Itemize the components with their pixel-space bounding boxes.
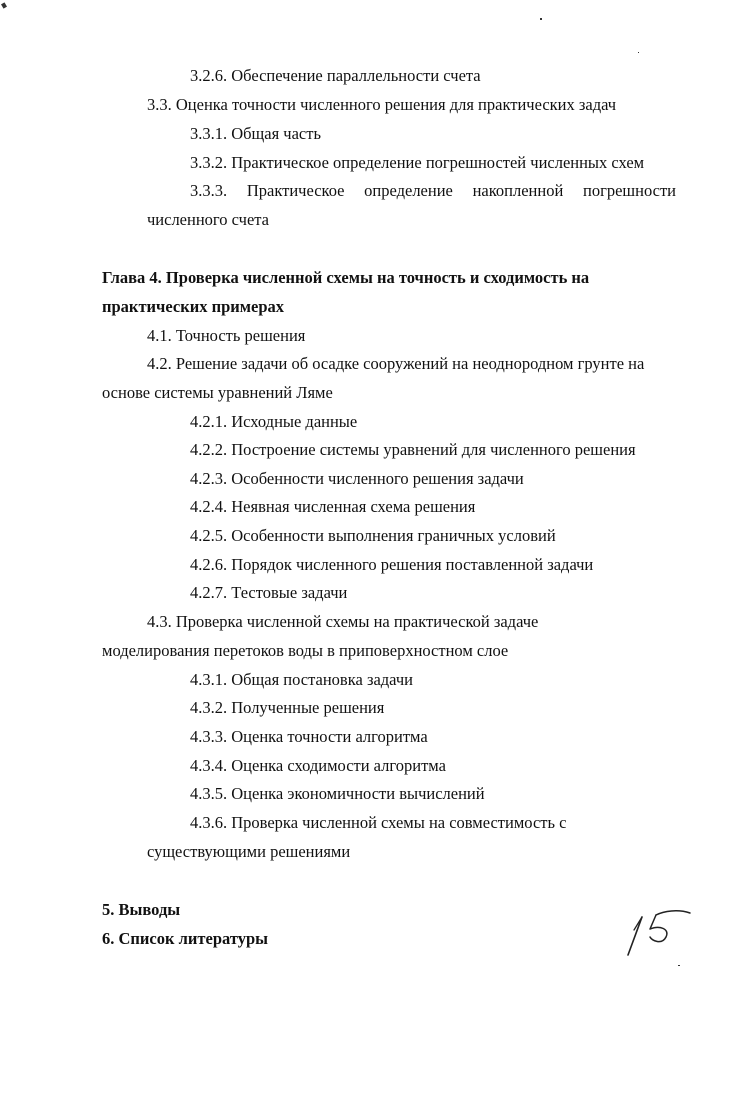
toc-entry-4-2-4: 4.2.4. Неявная численная схема решения <box>190 497 476 516</box>
toc-word: определение <box>364 181 453 200</box>
toc-entry-4-2-continued: основе системы уравнений Ляме <box>102 383 333 402</box>
toc-entry-4-2-7: 4.2.7. Тестовые задачи <box>190 583 348 602</box>
chapter-4-heading: Глава 4. Проверка численной схемы на точность и сходимость на <box>102 268 590 287</box>
scan-speck <box>678 965 680 966</box>
toc-word: погрешности <box>583 181 676 200</box>
toc-entry-5-conclusions: 5. Выводы <box>102 900 181 919</box>
toc-entry-4-2-5: 4.2.5. Особенности выполнения граничных условий <box>190 526 556 545</box>
toc-entry-3-3-1: 3.3.1. Общая часть <box>190 124 321 143</box>
toc-entry-4-3-4: 4.3.4. Оценка сходимости алгоритма <box>190 756 446 775</box>
toc-entry-4-3-2: 4.3.2. Полученные решения <box>190 698 385 717</box>
toc-entry-4-2-6: 4.2.6. Порядок численного решения поставленной задачи <box>190 555 594 574</box>
toc-entry-4-3-continued: моделирования перетоков воды в приповерхностном слое <box>102 641 509 660</box>
toc-word: накопленной <box>472 181 564 200</box>
toc-entry-4-3-5: 4.3.5. Оценка экономичности вычислений <box>190 784 485 803</box>
toc-entry-3-3-3 <box>190 181 676 201</box>
toc-entry-4-3: 4.3. Проверка численной схемы на практической задаче <box>147 612 539 631</box>
toc-entry-4-3-1: 4.3.1. Общая постановка задачи <box>190 670 413 689</box>
scan-speck <box>638 52 639 53</box>
toc-word: Практическое <box>246 181 345 200</box>
toc-entry-3-3: 3.3. Оценка точности численного решения для практических задач <box>147 95 617 114</box>
toc-entry-3-3-2: 3.3.2. Практическое определение погрешностей численных схем <box>190 153 645 172</box>
toc-entry-3-3-3-continued: численного счета <box>147 210 270 229</box>
chapter-4-heading-continued: практических примерах <box>102 297 285 316</box>
scan-speck <box>540 18 542 20</box>
toc-entry-4-3-6: 4.3.6. Проверка численной схемы на совместимость с <box>190 813 567 832</box>
toc-word: 3.3.3. <box>190 181 228 200</box>
toc-entry-4-2-1: 4.2.1. Исходные данные <box>190 412 358 431</box>
toc-entry-6-references: 6. Список литературы <box>102 929 269 948</box>
toc-entry-4-2-3: 4.2.3. Особенности численного решения задачи <box>190 469 524 488</box>
toc-entry-4-3-3: 4.3.3. Оценка точности алгоритма <box>190 727 428 746</box>
toc-entry-4-3-6-continued: существующими решениями <box>147 842 351 861</box>
scan-speck <box>1 2 7 8</box>
handwritten-page-number <box>620 905 700 965</box>
toc-entry-4-1: 4.1. Точность решения <box>147 326 306 345</box>
toc-entry-4-2-2: 4.2.2. Построение системы уравнений для численного решения <box>190 440 636 459</box>
toc-entry-4-2: 4.2. Решение задачи об осадке сооружений на неоднородном грунте на <box>147 354 645 373</box>
toc-entry-3-2-6: 3.2.6. Обеспечение параллельности счета <box>190 66 481 85</box>
